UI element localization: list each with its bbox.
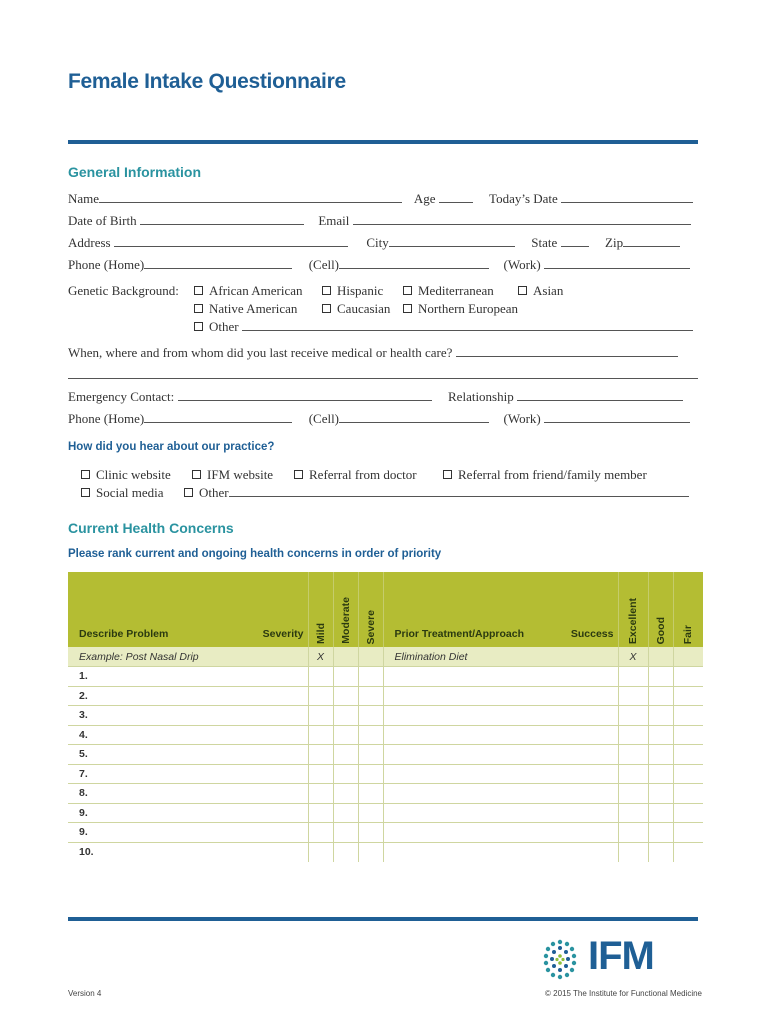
row-severe[interactable]	[358, 842, 383, 862]
row-treatment[interactable]	[383, 764, 618, 784]
table-row	[68, 784, 703, 804]
dob-label: Date of Birth	[68, 213, 137, 228]
row-mild[interactable]	[308, 764, 333, 784]
example-problem: Example: Post Nasal Drip	[68, 647, 308, 667]
dob-row	[68, 213, 691, 229]
row-excellent[interactable]	[618, 764, 648, 784]
option-label: Native American	[209, 301, 298, 316]
genetic-other-field[interactable]	[242, 319, 693, 331]
example-row	[68, 647, 703, 667]
table-header-row	[68, 572, 703, 647]
last-care-row	[68, 345, 678, 361]
row-good[interactable]	[648, 803, 673, 823]
row-good[interactable]	[648, 784, 673, 804]
row-moderate[interactable]	[333, 686, 358, 706]
row-problem[interactable]: 7.	[68, 764, 308, 784]
row-excellent[interactable]	[618, 784, 648, 804]
row-moderate[interactable]	[333, 764, 358, 784]
row-fair[interactable]	[673, 745, 703, 765]
table-row	[68, 764, 703, 784]
option-label: Clinic website	[96, 467, 171, 482]
todays-date-field[interactable]	[561, 191, 693, 203]
row-fair[interactable]	[673, 803, 703, 823]
phone-cell-label: (Cell)	[308, 257, 340, 272]
row-excellent[interactable]	[618, 725, 648, 745]
emergency-phone-row	[68, 411, 690, 427]
example-excellent: X	[618, 647, 648, 667]
row-excellent[interactable]	[618, 745, 648, 765]
row-treatment[interactable]	[383, 823, 618, 843]
header-severe: Severe	[364, 609, 377, 644]
row-moderate[interactable]	[333, 725, 358, 745]
hear-option[interactable]	[81, 485, 164, 501]
row-treatment[interactable]	[383, 745, 618, 765]
state-label: State	[531, 235, 558, 250]
header-good-cell	[648, 572, 673, 647]
checkbox[interactable]	[194, 286, 203, 295]
row-excellent[interactable]	[618, 842, 648, 862]
row-treatment[interactable]	[383, 667, 618, 687]
hear-option-other[interactable]	[184, 485, 689, 501]
row-excellent[interactable]	[618, 686, 648, 706]
row-problem[interactable]: 1.	[68, 667, 308, 687]
row-treatment[interactable]	[383, 725, 618, 745]
row-fair[interactable]	[673, 667, 703, 687]
checkbox[interactable]	[443, 470, 452, 479]
todays-date-label: Today’s Date	[489, 191, 558, 206]
checkbox[interactable]	[192, 470, 201, 479]
name-label: Name	[68, 191, 100, 206]
row-severe[interactable]	[358, 823, 383, 843]
city-field[interactable]	[389, 235, 515, 247]
option-label: Northern European	[418, 301, 518, 316]
table-row	[68, 745, 703, 765]
row-moderate[interactable]	[333, 803, 358, 823]
row-good[interactable]	[648, 686, 673, 706]
bottom-rule	[68, 917, 698, 921]
example-treatment: Elimination Diet	[383, 647, 618, 667]
emergency-phone-work-field[interactable]	[544, 411, 690, 423]
row-severe[interactable]	[358, 725, 383, 745]
example-good	[648, 647, 673, 667]
checkbox[interactable]	[518, 286, 527, 295]
table-row	[68, 706, 703, 726]
example-severe	[358, 647, 383, 667]
city-label: City	[366, 235, 389, 250]
option-label: Other	[209, 319, 239, 334]
row-fair[interactable]	[673, 706, 703, 726]
row-problem[interactable]: 9.	[68, 823, 308, 843]
example-fair	[673, 647, 703, 667]
option-label: Referral from doctor	[309, 467, 417, 482]
row-mild[interactable]	[308, 842, 333, 862]
row-severe[interactable]	[358, 706, 383, 726]
table-row	[68, 667, 703, 687]
phone-cell-field[interactable]	[339, 257, 489, 269]
checkbox[interactable]	[403, 286, 412, 295]
row-mild[interactable]	[308, 823, 333, 843]
row-excellent[interactable]	[618, 823, 648, 843]
name-row	[68, 191, 693, 207]
genetic-option[interactable]	[403, 301, 518, 317]
emergency-phone-home-field[interactable]	[144, 411, 292, 423]
emergency-phone-cell-field[interactable]	[339, 411, 489, 423]
option-label: Referral from friend/family member	[458, 467, 647, 482]
row-good[interactable]	[648, 706, 673, 726]
hear-option[interactable]	[192, 467, 273, 483]
row-excellent[interactable]	[618, 803, 648, 823]
row-moderate[interactable]	[333, 745, 358, 765]
last-care-row-2	[68, 367, 698, 383]
concerns-table	[68, 572, 703, 862]
hear-other-field[interactable]	[229, 485, 689, 497]
header-mild: Mild	[314, 623, 327, 644]
ifm-logo-text: IFM	[588, 934, 654, 978]
option-label: Mediterranean	[418, 283, 494, 298]
genetic-option[interactable]	[194, 301, 297, 317]
row-mild[interactable]	[308, 784, 333, 804]
row-mild[interactable]	[308, 686, 333, 706]
option-label: African American	[209, 283, 303, 298]
row-excellent[interactable]	[618, 667, 648, 687]
row-fair[interactable]	[673, 764, 703, 784]
checkbox[interactable]	[322, 304, 331, 313]
row-fair[interactable]	[673, 823, 703, 843]
copyright-label: © 2015 The Institute for Functional Medicine	[545, 989, 702, 998]
address-label: Address	[68, 235, 111, 250]
age-field[interactable]	[439, 191, 473, 203]
top-rule	[68, 140, 698, 144]
email-label: Email	[318, 213, 350, 228]
row-fair[interactable]	[673, 686, 703, 706]
row-treatment[interactable]	[383, 686, 618, 706]
option-label: Other	[199, 485, 229, 500]
row-good[interactable]	[648, 667, 673, 687]
state-field[interactable]	[561, 235, 589, 247]
genetic-option[interactable]	[518, 283, 563, 299]
header-excellent: Excellent	[627, 597, 639, 644]
header-fair: Fair	[682, 624, 695, 644]
genetic-option[interactable]	[403, 283, 494, 299]
header-moderate-cell	[333, 572, 358, 647]
age-label: Age	[413, 191, 436, 206]
checkbox[interactable]	[194, 304, 203, 313]
example-moderate	[333, 647, 358, 667]
row-problem[interactable]: 9.	[68, 803, 308, 823]
row-severe[interactable]	[358, 745, 383, 765]
genetic-option[interactable]	[194, 283, 302, 299]
relationship-label: Relationship	[448, 389, 514, 404]
row-good[interactable]	[648, 745, 673, 765]
row-severe[interactable]	[358, 667, 383, 687]
row-problem[interactable]: 4.	[68, 725, 308, 745]
table-row	[68, 686, 703, 706]
row-mild[interactable]	[308, 803, 333, 823]
row-good[interactable]	[648, 725, 673, 745]
option-label: Caucasian	[337, 301, 391, 316]
emergency-row	[68, 389, 683, 405]
option-label: Social media	[96, 485, 164, 500]
row-good[interactable]	[648, 842, 673, 862]
option-label: IFM website	[207, 467, 274, 482]
row-problem[interactable]: 10.	[68, 842, 308, 862]
emergency-field[interactable]	[178, 389, 432, 401]
checkbox[interactable]	[81, 488, 90, 497]
row-mild[interactable]	[308, 745, 333, 765]
option-label: Asian	[533, 283, 564, 298]
row-moderate[interactable]	[333, 784, 358, 804]
genetic-option[interactable]	[322, 283, 383, 299]
header-problem-severity	[68, 572, 308, 647]
genetic-option[interactable]	[322, 301, 390, 317]
row-problem[interactable]: 2.	[68, 686, 308, 706]
row-fair[interactable]	[673, 784, 703, 804]
row-severe[interactable]	[358, 803, 383, 823]
row-fair[interactable]	[673, 725, 703, 745]
header-moderate: Moderate	[339, 597, 352, 644]
option-label: Hispanic	[337, 283, 384, 298]
row-treatment[interactable]	[383, 706, 618, 726]
hear-option[interactable]	[81, 467, 171, 483]
version-label: Version 4	[68, 989, 102, 998]
relationship-field[interactable]	[517, 389, 683, 401]
last-care-field-2[interactable]	[68, 367, 698, 379]
row-severe[interactable]	[358, 784, 383, 804]
row-problem[interactable]: 5.	[68, 745, 308, 765]
row-mild[interactable]	[308, 706, 333, 726]
header-severe-cell	[358, 572, 383, 647]
row-problem[interactable]: 3.	[68, 706, 308, 726]
hear-option[interactable]	[443, 467, 647, 483]
header-excellent-cell	[618, 572, 648, 647]
last-care-field[interactable]	[456, 345, 678, 357]
row-mild[interactable]	[308, 725, 333, 745]
header-describe-problem: Describe Problem	[79, 628, 169, 640]
row-problem[interactable]: 8.	[68, 784, 308, 804]
row-good[interactable]	[648, 823, 673, 843]
zip-field[interactable]	[623, 235, 680, 247]
name-field[interactable]	[99, 191, 402, 203]
table-row	[68, 823, 703, 843]
table-row	[68, 725, 703, 745]
row-good[interactable]	[648, 764, 673, 784]
table-row	[68, 842, 703, 862]
concerns-subheading: Please rank current and ongoing health concerns in order of priority	[68, 548, 442, 560]
checkbox[interactable]	[184, 488, 193, 497]
address-field[interactable]	[114, 235, 348, 247]
checkbox[interactable]	[194, 322, 203, 331]
header-severity: Severity	[262, 628, 304, 640]
row-moderate[interactable]	[333, 823, 358, 843]
hear-option[interactable]	[294, 467, 417, 483]
row-treatment[interactable]	[383, 842, 618, 862]
phone-cell-label: (Cell)	[308, 411, 340, 426]
email-field[interactable]	[353, 213, 691, 225]
header-fair-cell	[673, 572, 703, 647]
phone-work-field[interactable]	[544, 257, 690, 269]
page-title: Female Intake Questionnaire	[68, 70, 346, 93]
header-success: Success	[570, 628, 614, 640]
last-care-label: When, where and from whom did you last receive medical or health care?	[68, 345, 453, 360]
row-severe[interactable]	[358, 764, 383, 784]
header-treatment-success	[383, 572, 618, 647]
header-good: Good	[654, 616, 667, 644]
row-fair[interactable]	[673, 842, 703, 862]
genetic-label: Genetic Background:	[68, 283, 179, 298]
checkbox[interactable]	[294, 470, 303, 479]
section-concerns-heading: Current Health Concerns	[68, 520, 234, 536]
checkbox[interactable]	[81, 470, 90, 479]
row-moderate[interactable]	[333, 667, 358, 687]
header-mild-cell	[308, 572, 333, 647]
dob-field[interactable]	[140, 213, 304, 225]
row-treatment[interactable]	[383, 784, 618, 804]
phone-row	[68, 257, 690, 273]
row-moderate[interactable]	[333, 706, 358, 726]
row-mild[interactable]	[308, 667, 333, 687]
checkbox[interactable]	[322, 286, 331, 295]
example-mild: X	[308, 647, 333, 667]
row-severe[interactable]	[358, 686, 383, 706]
hear-heading: How did you hear about our practice?	[68, 441, 275, 453]
row-moderate[interactable]	[333, 842, 358, 862]
phone-work-label: (Work)	[503, 257, 541, 272]
address-row	[68, 235, 680, 251]
phone-home-label: Phone (Home)	[68, 411, 145, 426]
section-general-heading: General Information	[68, 164, 202, 180]
genetic-option-other[interactable]	[194, 319, 693, 335]
header-prior-treatment: Prior Treatment/Approach	[394, 628, 525, 640]
row-excellent[interactable]	[618, 706, 648, 726]
zip-label: Zip	[605, 235, 624, 250]
table-row	[68, 803, 703, 823]
phone-home-label: Phone (Home)	[68, 257, 145, 272]
phone-work-label: (Work)	[503, 411, 541, 426]
checkbox[interactable]	[403, 304, 412, 313]
phone-home-field[interactable]	[144, 257, 292, 269]
row-treatment[interactable]	[383, 803, 618, 823]
emergency-label: Emergency Contact:	[68, 389, 175, 404]
